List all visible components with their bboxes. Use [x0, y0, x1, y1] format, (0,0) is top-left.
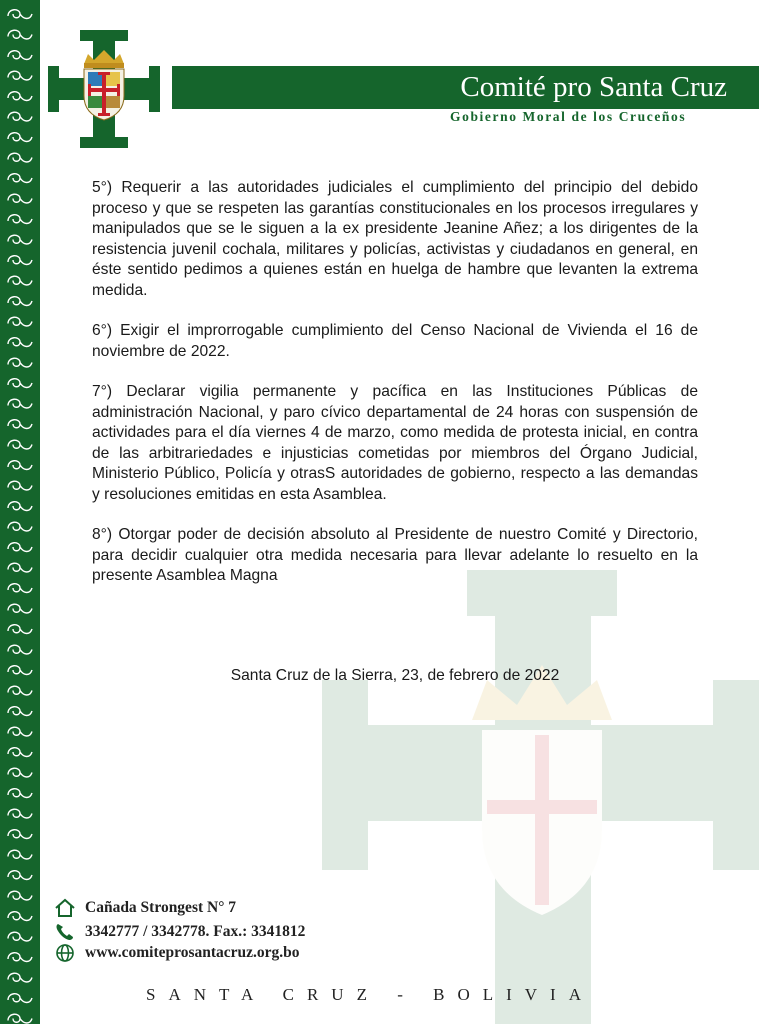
- scroll-ornament: [8, 502, 32, 511]
- scroll-ornament: [8, 932, 32, 941]
- scroll-ornament: [8, 358, 32, 367]
- scroll-pattern: [0, 0, 40, 1024]
- scroll-ornament: [8, 51, 32, 60]
- organization-subtitle: Gobierno Moral de los Cruceños: [450, 109, 687, 124]
- scroll-ornament: [8, 850, 32, 859]
- scroll-ornament: [8, 748, 32, 757]
- scroll-ornament: [8, 830, 32, 839]
- website-link[interactable]: www.comiteprosantacruz.org.bo: [85, 944, 300, 961]
- scroll-ornament: [8, 584, 32, 593]
- scroll-ornament: [8, 707, 32, 716]
- scroll-ornament: [8, 461, 32, 470]
- scroll-ornament: [8, 153, 32, 162]
- contact-website: [54, 943, 300, 963]
- scroll-ornament: [8, 112, 32, 121]
- scroll-ornament: [8, 645, 32, 654]
- contact-address: [54, 898, 236, 918]
- phones-text: 3342777 / 3342778. Fax.: 3341812: [85, 923, 306, 940]
- scroll-ornament: [8, 891, 32, 900]
- scroll-ornament: [8, 297, 32, 306]
- scroll-ornament: [8, 481, 32, 490]
- scroll-ornament: [8, 604, 32, 613]
- scroll-ornament: [8, 768, 32, 777]
- scroll-ornament: [8, 194, 32, 203]
- scroll-ornament: [8, 235, 32, 244]
- scroll-ornament: [8, 727, 32, 736]
- document-body: [92, 178, 698, 607]
- scroll-ornament: [8, 912, 32, 921]
- scroll-ornament: [8, 809, 32, 818]
- scroll-ornament: [8, 522, 32, 531]
- scroll-ornament: [8, 1014, 32, 1023]
- scroll-ornament: [8, 317, 32, 326]
- scroll-ornament: [8, 174, 32, 183]
- phone-icon: [54, 922, 76, 942]
- home-icon: [54, 898, 76, 918]
- paragraph-8: 8°) Otorgar poder de decisión absoluto al Presidente de nuestro Comité y Directorio, para decidir cualquier otra medida necesaria para llevar adelante lo resuelto en la presente Asamblea Magna: [92, 526, 698, 584]
- header-bar: [172, 66, 759, 109]
- scroll-ornament: [8, 994, 32, 1003]
- scroll-ornament: [8, 789, 32, 798]
- comite-logo: [48, 30, 160, 153]
- scroll-ornament: [8, 563, 32, 572]
- scroll-ornament: [8, 92, 32, 101]
- left-ornamental-border: [0, 0, 40, 1024]
- scroll-ornament: [8, 420, 32, 429]
- scroll-ornament: [8, 625, 32, 634]
- paragraph-6: 6°) Exigir el improrrogable cumplimiento del Censo Nacional de Vivienda el 16 de noviembre de 2022.: [92, 322, 698, 360]
- organization-title: Comité pro Santa Cruz: [460, 71, 727, 103]
- paragraph-5: 5°) Requerir a las autoridades judiciales el cumplimiento del principio del debido proceso y que se respeten las garantías constitucionales en los procesos irregulares y manipulados que se le siguen a la ex presidente Jeanine Añez; a los dirigentes de la resistencia juvenil cochala, militares y policías, activistas y ciudadanos en general, en éste sentido pedimos a quienes están en huelga de hambre que levanten la extrema medida.: [92, 179, 698, 299]
- scroll-ornament: [8, 256, 32, 265]
- scroll-ornament: [8, 71, 32, 80]
- scroll-ornament: [8, 30, 32, 39]
- scroll-ornament: [8, 215, 32, 224]
- scroll-ornament: [8, 133, 32, 142]
- scroll-ornament: [8, 953, 32, 962]
- scroll-ornament: [8, 276, 32, 285]
- city-country-line: SANTA CRUZ - BOLIVIA: [146, 985, 594, 1004]
- scroll-ornament: [8, 973, 32, 982]
- scroll-ornament: [8, 399, 32, 408]
- scroll-ornament: [8, 871, 32, 880]
- address-text: Cañada Strongest N° 7: [85, 899, 237, 916]
- scroll-ornament: [8, 379, 32, 388]
- scroll-ornament: [8, 543, 32, 552]
- scroll-ornament: [8, 10, 32, 19]
- scroll-ornament: [8, 338, 32, 347]
- scroll-ornament: [8, 686, 32, 695]
- contact-phones: [54, 922, 305, 942]
- scroll-ornament: [8, 440, 32, 449]
- watermark-emblem: [322, 570, 759, 1029]
- globe-icon: [54, 943, 76, 963]
- paragraph-7: 7°) Declarar vigilia permanente y pacífica en las Instituciones Públicas de administración Nacional, y paro cívico departamental de 24 horas con suspensión de actividades para el día viernes 4 de marzo, como medida de protesta inicial, en contra de las arbitrariedades e injusticias cometidas por miembros del Órgano Judicial, Ministerio Público, Policía y otrasS autoridades de gobierno, respecto a las demandas y resoluciones emitidas en esta Asamblea.: [92, 383, 698, 503]
- date-location-line: Santa Cruz de la Sierra, 23, de febrero de 2022: [230, 667, 560, 684]
